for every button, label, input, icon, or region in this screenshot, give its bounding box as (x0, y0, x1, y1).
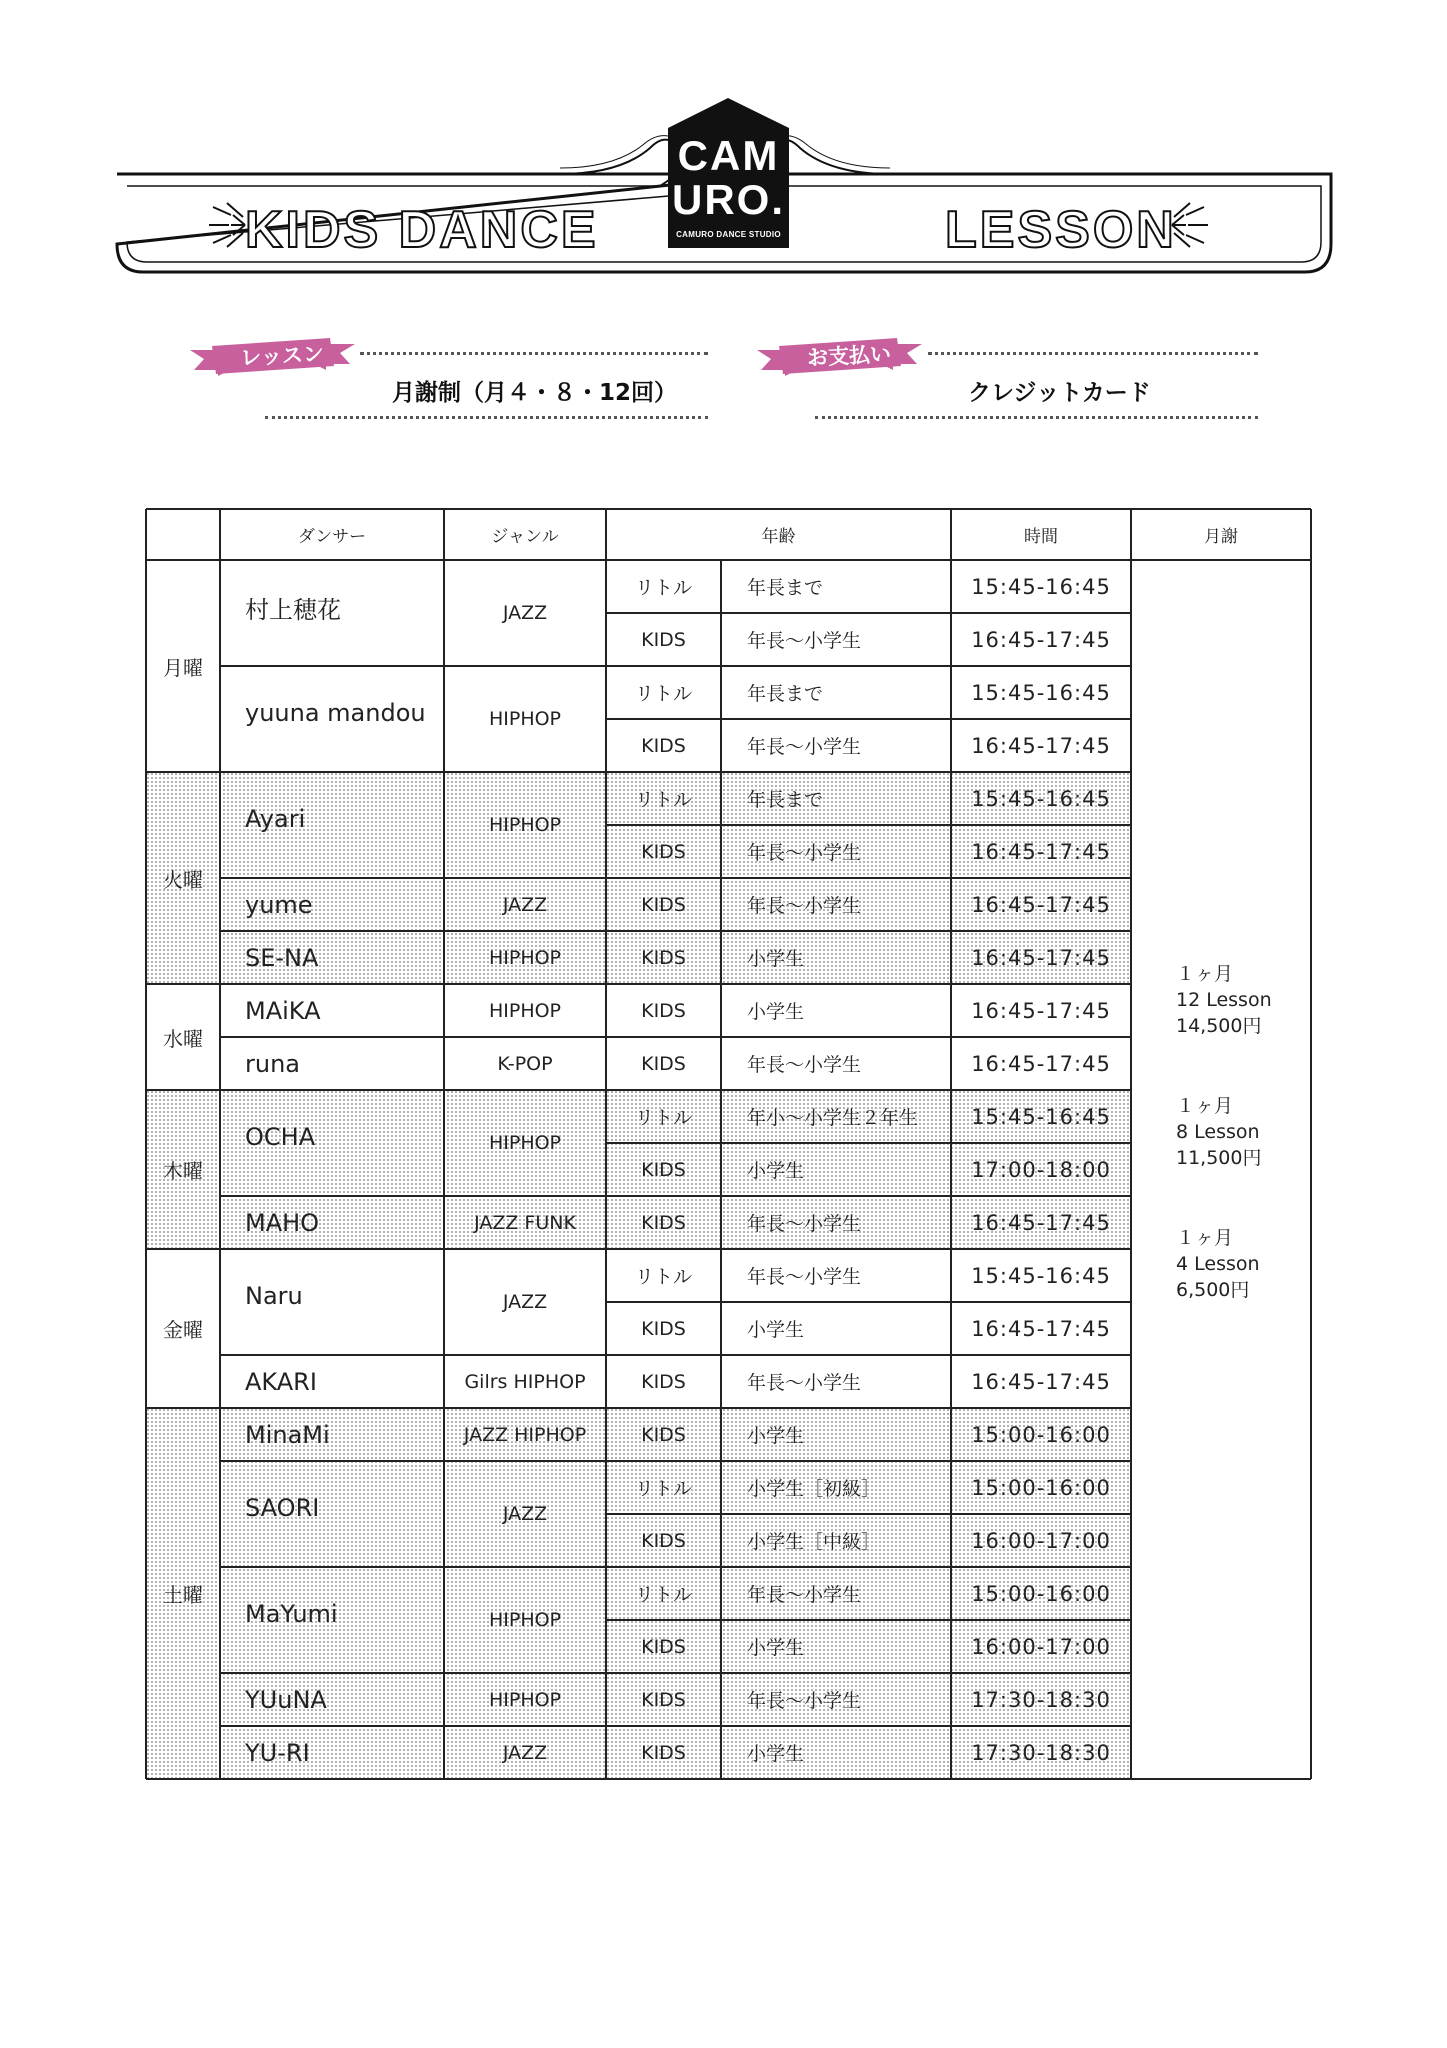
fee-line3: 14,500円 (1176, 1015, 1262, 1037)
level-label: リトル (634, 789, 692, 811)
level-label: KIDS (641, 1529, 686, 1552)
age-range: 小学生［中級］ (747, 1531, 881, 1553)
camuro-logo (668, 98, 789, 248)
dancer-name: yume (245, 890, 313, 919)
fee-line2: 8 Lesson (1176, 1121, 1260, 1143)
age-range: 年長〜小学生 (747, 1213, 862, 1235)
fee-line2: 12 Lesson (1176, 989, 1272, 1011)
level-label: KIDS (641, 999, 686, 1022)
dancer-name: YUuNA (245, 1685, 327, 1714)
day-label: 土曜 (163, 1583, 203, 1607)
level-label: KIDS (641, 946, 686, 969)
fee-line1: １ヶ月 (1176, 1227, 1234, 1249)
age-range: 年長〜小学生 (747, 1690, 862, 1712)
dancer-name: AKARI (245, 1367, 317, 1396)
level-label: KIDS (641, 628, 686, 651)
age-range: 小学生 (747, 1637, 805, 1659)
dancer-name: OCHA (245, 1123, 316, 1151)
lesson-time: 16:45-17:45 (971, 733, 1111, 758)
level-label: KIDS (641, 1688, 686, 1711)
lesson-time: 16:45-17:45 (971, 1051, 1111, 1076)
lesson-time: 15:00-16:00 (971, 1581, 1111, 1606)
payment-ribbon-label: お支払い (806, 341, 892, 371)
genre-label: JAZZ (502, 1291, 548, 1313)
dancer-name: SE-NA (245, 943, 319, 972)
age-range: 小学生［初級］ (747, 1478, 881, 1500)
payment-top-rule (928, 352, 1258, 361)
genre-label: JAZZ (502, 1503, 548, 1525)
lesson-top-rule (360, 352, 708, 361)
lesson-time: 17:30-18:30 (971, 1740, 1111, 1765)
age-range: 年長〜小学生 (747, 842, 862, 864)
lesson-time: 16:45-17:45 (971, 1369, 1111, 1394)
fee-block (1176, 1093, 1261, 1171)
age-range: 年長まで (747, 577, 824, 599)
logo-subtitle: CAMURO DANCE STUDIO (676, 230, 781, 239)
dancer-name: MaYumi (245, 1600, 338, 1628)
day-label: 木曜 (163, 1159, 203, 1183)
lesson-bottom-rule (265, 416, 708, 425)
table-right-border (1310, 509, 1312, 1779)
lesson-value: 月謝制（月４・８・12回） (392, 380, 678, 406)
level-label: KIDS (641, 893, 686, 916)
dancer-name: MinaMi (245, 1420, 330, 1449)
day-label: 火曜 (163, 867, 203, 892)
genre-label: HIPHOP (488, 1609, 562, 1631)
age-range: 年長〜小学生 (747, 1054, 862, 1076)
lesson-time: 15:45-16:45 (971, 574, 1111, 599)
lesson-time: 15:45-16:45 (971, 786, 1111, 811)
level-label: KIDS (641, 1370, 686, 1393)
genre-label: JAZZ HIPHOP (463, 1423, 587, 1446)
sunburst-left-icon (205, 197, 249, 253)
lesson-time: 16:45-17:45 (971, 1210, 1111, 1235)
dancer-name: YU-RI (245, 1738, 310, 1767)
dancer-name: Ayari (245, 805, 306, 833)
fee-line3: 11,500円 (1176, 1147, 1262, 1169)
lesson-title: LESSON (945, 201, 1177, 259)
fee-line1: １ヶ月 (1176, 1095, 1234, 1117)
lesson-ribbon-label: レッスン (239, 341, 325, 371)
age-range: 年小〜小学生２年生 (747, 1107, 919, 1129)
lesson-time: 15:45-16:45 (971, 1104, 1111, 1129)
dancer-name: yuuna mandou (245, 699, 426, 727)
age-range: 小学生 (747, 1001, 805, 1023)
fee-block (1176, 961, 1272, 1039)
table-top-border (146, 508, 1311, 510)
fee-line1: １ヶ月 (1176, 963, 1234, 985)
fee-block (1176, 1225, 1260, 1303)
lesson-time: 16:00-17:00 (971, 1634, 1111, 1659)
header-time: 時間 (1024, 527, 1058, 547)
lesson-time: 16:45-17:45 (971, 839, 1111, 864)
kids-dance-title: KIDS DANCE (245, 201, 599, 259)
level-label: KIDS (641, 1211, 686, 1234)
age-range: 年長〜小学生 (747, 1266, 862, 1288)
day-label: 水曜 (163, 1026, 203, 1051)
lesson-time: 16:45-17:45 (971, 945, 1111, 970)
header-dancer: ダンサー (297, 527, 367, 547)
logo-line2: URO. (672, 176, 785, 223)
genre-label: JAZZ (502, 602, 548, 624)
lesson-time: 15:45-16:45 (971, 1263, 1111, 1288)
age-range: 年長〜小学生 (747, 1584, 862, 1606)
level-label: リトル (634, 1478, 692, 1500)
grid-line (605, 509, 607, 560)
age-range: 年長〜小学生 (747, 736, 862, 758)
grid-line (443, 509, 445, 560)
dancer-name: MAHO (245, 1208, 320, 1237)
lesson-time: 16:45-17:45 (971, 1316, 1111, 1341)
header-fee: 月謝 (1204, 527, 1238, 547)
logo-line1: CAM (677, 132, 780, 179)
level-label: リトル (634, 1266, 692, 1288)
genre-label: Gilrs HIPHOP (464, 1370, 586, 1393)
fee-line3: 6,500円 (1176, 1279, 1250, 1301)
lesson-time: 17:00-18:00 (971, 1157, 1111, 1182)
fee-line2: 4 Lesson (1176, 1253, 1260, 1275)
level-label: KIDS (641, 1317, 686, 1340)
genre-label: HIPHOP (488, 1688, 562, 1711)
age-range: 年長〜小学生 (747, 630, 862, 652)
lesson-time: 15:00-16:00 (971, 1475, 1111, 1500)
lesson-time: 16:45-17:45 (971, 892, 1111, 917)
age-range: 年長〜小学生 (747, 895, 862, 917)
header-genre: ジャンル (491, 527, 559, 547)
age-range: 年長まで (747, 683, 824, 705)
genre-label: HIPHOP (488, 999, 562, 1022)
grid-line (219, 509, 221, 560)
genre-label: JAZZ FUNK (474, 1211, 576, 1234)
level-label: リトル (634, 1107, 692, 1129)
age-range: 小学生 (747, 948, 805, 970)
genre-label: K-POP (497, 1052, 553, 1075)
level-label: KIDS (641, 1423, 686, 1446)
grid-line (1130, 509, 1132, 560)
lesson-time: 15:45-16:45 (971, 680, 1111, 705)
dancer-name: 村上穂花 (245, 595, 341, 624)
age-range: 年長〜小学生 (747, 1372, 862, 1394)
header-age: 年齢 (761, 527, 796, 547)
age-range: 小学生 (747, 1743, 805, 1765)
level-label: KIDS (641, 1158, 686, 1181)
lesson-time: 15:00-16:00 (971, 1422, 1111, 1447)
level-label: KIDS (641, 1635, 686, 1658)
lesson-time: 17:30-18:30 (971, 1687, 1111, 1712)
genre-label: HIPHOP (488, 1132, 562, 1154)
genre-label: JAZZ (502, 1741, 548, 1764)
level-label: KIDS (641, 1052, 686, 1075)
age-range: 小学生 (747, 1319, 805, 1341)
payment-value: クレジットカード (968, 380, 1151, 406)
level-label: KIDS (641, 1741, 686, 1764)
age-range: 小学生 (747, 1160, 805, 1182)
lesson-time: 16:45-17:45 (971, 627, 1111, 652)
genre-label: HIPHOP (488, 814, 562, 836)
dancer-name: runa (245, 1049, 300, 1078)
genre-label: HIPHOP (488, 708, 562, 730)
payment-bottom-rule (815, 416, 1258, 425)
age-range: 小学生 (747, 1425, 805, 1447)
level-label: リトル (634, 577, 692, 599)
dancer-name: SAORI (245, 1494, 320, 1522)
dancer-name: Naru (245, 1282, 303, 1310)
level-label: KIDS (641, 734, 686, 757)
day-label: 月曜 (163, 655, 203, 680)
genre-label: JAZZ (502, 893, 548, 916)
genre-label: HIPHOP (488, 946, 562, 969)
lesson-time: 16:45-17:45 (971, 998, 1111, 1023)
dancer-name: MAiKA (245, 996, 321, 1025)
level-label: リトル (634, 683, 692, 705)
lesson-time: 16:00-17:00 (971, 1528, 1111, 1553)
level-label: リトル (634, 1584, 692, 1606)
age-range: 年長まで (747, 789, 824, 811)
day-label: 金曜 (163, 1318, 203, 1342)
grid-line (950, 509, 952, 560)
level-label: KIDS (641, 840, 686, 863)
schedule-table (146, 509, 1311, 1785)
